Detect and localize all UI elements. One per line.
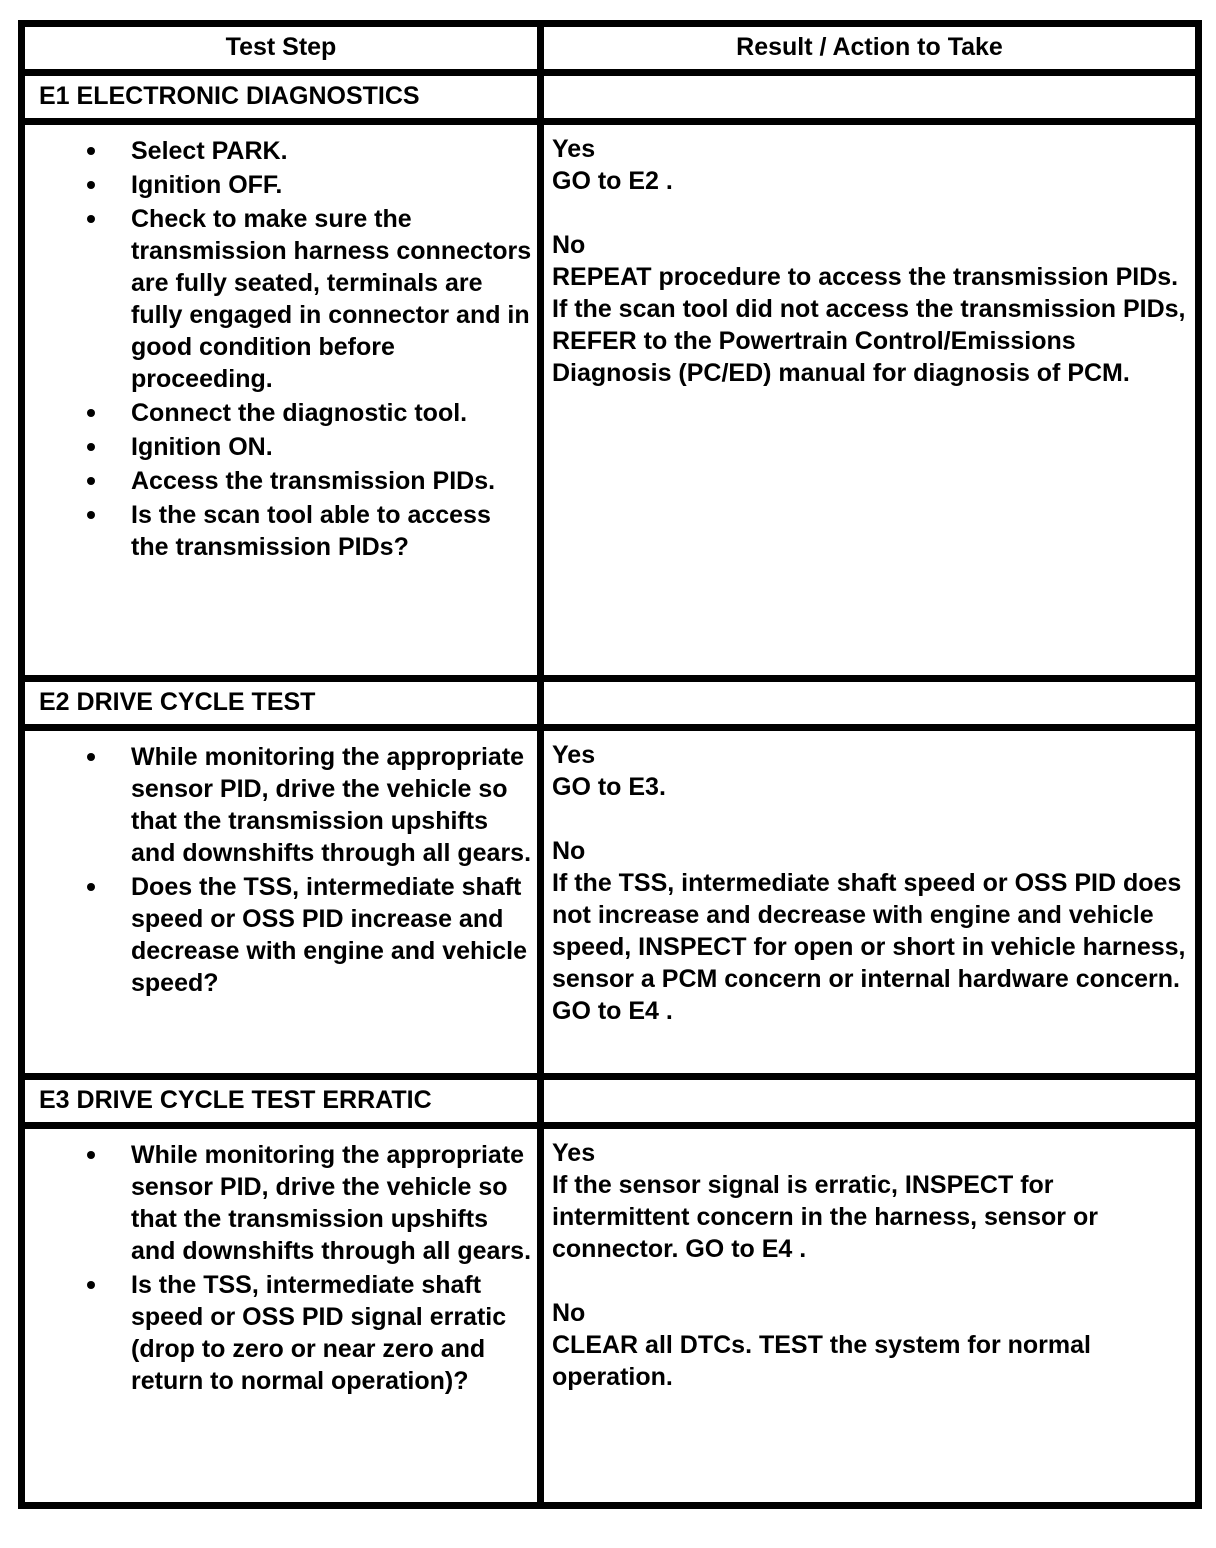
section-title: E3 DRIVE CYCLE TEST ERRATIC: [22, 1077, 541, 1126]
header-result-action: Result / Action to Take: [541, 24, 1199, 73]
section-title-empty: [541, 73, 1199, 122]
header-row: [22, 24, 1199, 73]
section-title-empty: [541, 679, 1199, 728]
step-item: Ignition OFF.: [25, 169, 537, 201]
no-action: CLEAR all DTCs. TEST the system for normal operation.: [552, 1331, 1091, 1391]
section-title: E2 DRIVE CYCLE TEST: [22, 679, 541, 728]
step-item: Is the TSS, intermediate shaft speed or OSS PID signal erratic (drop to zero or near zero and return to normal operation)?: [25, 1269, 537, 1397]
section-title-row: [22, 679, 1199, 728]
step-item: Ignition ON.: [25, 431, 537, 463]
section-title: E1 ELECTRONIC DIAGNOSTICS: [22, 73, 541, 122]
section-body-row: [22, 728, 1199, 1077]
header-test-step: Test Step: [22, 24, 541, 73]
section-body-row: [22, 1126, 1199, 1506]
no-label: No: [552, 1299, 586, 1327]
test-step-cell: [22, 122, 541, 679]
section-body-row: [22, 122, 1199, 679]
yes-action: GO to E2 .: [552, 167, 673, 195]
diagnostic-table: [18, 20, 1202, 1509]
step-item: While monitoring the appropriate sensor PID, drive the vehicle so that the transmission upshifts and downshifts through all gears.: [25, 741, 537, 869]
result-action-cell: [541, 1126, 1199, 1506]
step-item: Select PARK.: [25, 135, 537, 167]
step-list: [25, 741, 537, 999]
no-action: If the TSS, intermediate shaft speed or OSS PID does not increase and decrease with engine and vehicle speed, INSPECT for open or short in vehicle harness, sensor a PCM concern or internal hardware concern. GO to E4 .: [552, 869, 1186, 1025]
step-item: Access the transmission PIDs.: [25, 465, 537, 497]
step-item: While monitoring the appropriate sensor PID, drive the vehicle so that the transmission upshifts and downshifts through all gears.: [25, 1139, 537, 1267]
section-title-row: [22, 1077, 1199, 1126]
section-title-row: [22, 73, 1199, 122]
yes-label: Yes: [552, 741, 596, 769]
yes-action: If the sensor signal is erratic, INSPECT for intermittent concern in the harness, sensor or connector. GO to E4 .: [552, 1171, 1098, 1263]
result-action-cell: [541, 728, 1199, 1077]
test-step-cell: [22, 1126, 541, 1506]
no-action: REPEAT procedure to access the transmission PIDs. If the scan tool did not access the transmission PIDs, REFER to the Powertrain Control/Emissions Diagnosis (PC/ED) manual for diagnosis of PCM.: [552, 263, 1186, 387]
step-list: [25, 135, 537, 563]
step-item: Check to make sure the transmission harness connectors are fully seated, terminals are fully engaged in connector and in good condition before proceeding.: [25, 203, 537, 395]
step-list: [25, 1139, 537, 1397]
diagnostic-table-page: [18, 20, 1195, 1509]
yes-label: Yes: [552, 1139, 596, 1167]
step-item: Does the TSS, intermediate shaft speed or OSS PID increase and decrease with engine and vehicle speed?: [25, 871, 537, 999]
no-label: No: [552, 231, 586, 259]
result-action-cell: [541, 122, 1199, 679]
yes-label: Yes: [552, 135, 596, 163]
section-title-empty: [541, 1077, 1199, 1126]
yes-action: GO to E3.: [552, 773, 666, 801]
step-item: Connect the diagnostic tool.: [25, 397, 537, 429]
no-label: No: [552, 837, 586, 865]
step-item: Is the scan tool able to access the transmission PIDs?: [25, 499, 537, 563]
test-step-cell: [22, 728, 541, 1077]
